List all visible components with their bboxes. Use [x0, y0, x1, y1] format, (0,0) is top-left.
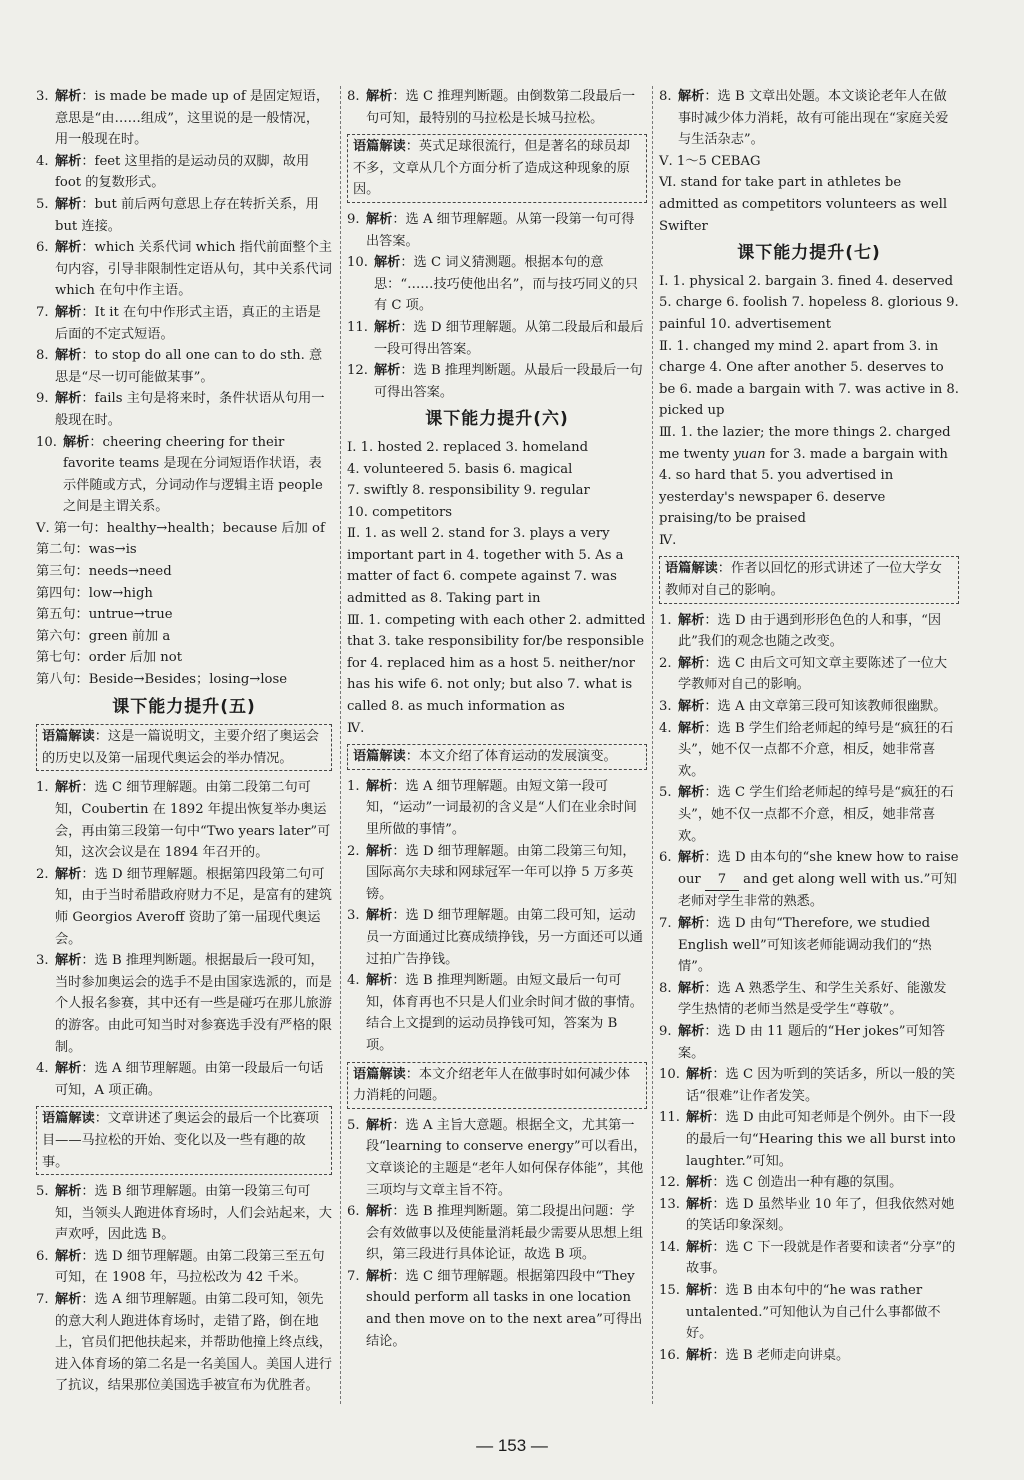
- item-text: ：选 A 熟悉学生、和学生关系好、能激发学生热情的老师当然是受学生“尊敬”。: [678, 980, 947, 1018]
- box-label: 语篇解读: [353, 139, 406, 155]
- item-number: 5.: [36, 1184, 49, 1200]
- box-text: ：本文介绍老年人在做事时如何减少体力消耗的问题。: [353, 1066, 630, 1104]
- item-number: 7.: [36, 304, 49, 320]
- item-label: 解析: [686, 1110, 713, 1126]
- answer-item: [36, 151, 332, 194]
- item-text: ：which 关系代词 which 指代前面整个主句内容，引导非限制性定语从句，其中关系代词 which 在句中作主语。: [55, 240, 332, 299]
- item-number: 9.: [659, 1023, 672, 1039]
- item-number: 12.: [347, 363, 368, 379]
- column-3: [659, 86, 959, 1366]
- item-number: 8.: [347, 89, 360, 104]
- answer-item: [36, 237, 332, 302]
- box-text: ：英式足球很流行，但是著名的球员却不多，文章从几个方面分析了造成这种现象的原因。: [353, 139, 630, 198]
- answer-line: 第三句：needs→need: [36, 564, 172, 580]
- answer-line: Ⅵ. stand for take part in athletes be admitted as competitors volunteers as well Swifter: [659, 175, 948, 234]
- answer-item: [659, 978, 959, 1021]
- answer-item: [36, 777, 332, 863]
- answer-item: [347, 86, 647, 129]
- item-label: 解析: [55, 1061, 82, 1077]
- answer-line: Ⅴ. 1～5 CEBAG: [659, 153, 761, 169]
- item-label: 解析: [55, 153, 82, 169]
- answer-item: [36, 1058, 332, 1101]
- box-label: 语篇解读: [353, 749, 406, 765]
- item-text: ：选 C 创造出一种有趣的氛围。: [712, 1175, 903, 1191]
- answer-line: Ⅳ.: [347, 720, 365, 736]
- answer-item: [36, 1246, 332, 1289]
- answer-item: [347, 1115, 647, 1201]
- item-label: 解析: [686, 1347, 713, 1363]
- answer-item: [347, 360, 647, 403]
- item-text: ：but 前后两句意思上存在转折关系，用 but 连接。: [55, 196, 319, 234]
- item-text: ：选 D 细节理解题。根据第四段第二句可知，由于当时希腊政府财力不足，是富有的建筑师 Georgios Averoff 资助了第一届现代奥运会。: [55, 866, 332, 947]
- item-number: 3.: [659, 699, 672, 715]
- answer-item: [659, 1107, 959, 1172]
- item-number: 6.: [347, 1204, 360, 1220]
- item-number: 4.: [347, 973, 360, 989]
- item-text: ：选 B 推理判断题。由短文最后一句可知，体育再也不只是人们业余时间才做的事情。结合上文提到的运动员挣钱可知，答案为 B 项。: [366, 973, 643, 1053]
- answer-item: [659, 86, 959, 151]
- item-label: 解析: [678, 850, 705, 866]
- answer-line: 7. swiftly 8. responsibility 9. regular: [347, 483, 590, 499]
- passage-summary-box: [659, 556, 959, 603]
- answer-line: Ⅰ. 1. hosted 2. replaced 3. homeland: [347, 439, 589, 455]
- answer-item: [659, 1280, 959, 1345]
- answer-item: [659, 718, 959, 783]
- item-text: ：选 C 由后文可知文章主要陈述了一位大学教师对自己的影响。: [678, 655, 948, 693]
- answer-item: [347, 841, 647, 906]
- item-label: 解析: [55, 953, 82, 969]
- item-text: ：选 D 虽然毕业 10 年了，但我依然对她的笑话印象深刻。: [686, 1196, 955, 1234]
- item-label: 解析: [366, 778, 393, 794]
- item-text: ：选 D 由本句的“she knew how to raise our: [678, 850, 959, 887]
- item-number: 1.: [36, 780, 49, 796]
- answer-line: 第二句：was→is: [36, 542, 137, 558]
- answer-line: 第五句：untrue→true: [36, 607, 173, 623]
- answer-line: Ⅱ. 1. changed my mind 2. apart from 3. in charge 4. One after another 5. deserves to be 6. made a bargain with 7. was active in 8. picked up: [659, 338, 959, 419]
- item-number: 2.: [347, 843, 360, 859]
- box-label: 语篇解读: [42, 1111, 95, 1127]
- answer-item: [36, 302, 332, 345]
- answer-item: [659, 847, 959, 913]
- item-text: ：选 D 细节理解题。由第二段可知，运动员一方面通过比赛成绩挣钱，另一方面还可以通过拍广告挣钱。: [366, 908, 643, 967]
- item-label: 解析: [55, 89, 82, 104]
- item-label: 解析: [686, 1175, 713, 1191]
- answer-item: [36, 1181, 332, 1246]
- passage-summary-box: [347, 744, 647, 770]
- item-text: ：It it 在句中作形式主语，真正的主语是后面的不定式短语。: [55, 304, 321, 342]
- blank-number: 7: [705, 869, 739, 892]
- item-label: 解析: [686, 1239, 713, 1255]
- item-label: 解析: [678, 612, 705, 628]
- item-label: 解析: [678, 1023, 705, 1039]
- item-number: 6.: [659, 850, 672, 866]
- answer-line: Ⅲ. 1. competing with each other 2. admitted that 3. take responsibility for/be responsible for 4. replaced him as a host 5. neither/nor has his wife 6. not only; but also 7. what is called 8. as much information as: [347, 612, 646, 715]
- answer-line: Ⅱ. 1. as well 2. stand for 3. plays a very important part in 4. together with 5. As a matter of fact 6. compete against 7. was admitted as 8. Taking part in: [347, 526, 624, 607]
- item-text: and get along well with us.”可知老师对学生非常的熟悉。: [678, 871, 957, 910]
- answer-line: 第六句：green 前加 a: [36, 628, 171, 644]
- item-label: 解析: [366, 843, 393, 859]
- answer-line: 4. volunteered 5. basis 6. magical: [347, 461, 573, 477]
- item-text: ：选 B 老师走向讲桌。: [712, 1347, 850, 1363]
- item-text: ：选 B 由本句中的“he was rather untalented.”可知他认为自己什么事都做不好。: [686, 1283, 941, 1342]
- item-label: 解析: [678, 89, 705, 104]
- item-text: ：选 B 推理判断题。根据最后一段可知，当时参加奥运会的选手不是由国家选派的，而是个人报名参赛，其中还有一些是碰巧在那儿旅游的游客。由此可知当时对参赛选手没有严格的限制。: [55, 953, 332, 1055]
- item-label: 解析: [686, 1283, 713, 1299]
- answer-text-italic: yuan: [733, 446, 766, 462]
- item-label: 解析: [374, 363, 401, 379]
- item-label: 解析: [678, 699, 705, 715]
- answer-item: [36, 194, 332, 237]
- item-number: 5.: [36, 196, 49, 212]
- box-text: ：本文介绍了体育运动的发展演变。: [405, 749, 617, 765]
- item-number: 15.: [659, 1283, 680, 1299]
- item-text: ：选 A 细节理解题。由第二段可知，领先的意大利人跑进体育场时，走错了路，倒在地上，官员们把他扶起来，并帮助他撞上终点线，进入体育场的第二名是一名美国人。美国人进行了抗议，结果那位美国选手被宣布为优胜者。: [55, 1292, 332, 1394]
- answer-item: [36, 950, 332, 1058]
- box-label: 语篇解读: [42, 729, 95, 745]
- answer-line: Ⅰ. 1. physical 2. bargain 3. fined 4. deserved 5. charge 6. foolish 7. hopeless 8. glorious 9. painful 10. advertisement: [659, 273, 959, 332]
- item-text: ：选 B 推理判断题。从最后一段最后一句可得出答案。: [374, 363, 643, 400]
- box-label: 语篇解读: [353, 1066, 406, 1082]
- column-1: [36, 86, 332, 1397]
- box-text: ：文章讲述了奥运会的最后一个比赛项目——马拉松的开始、变化以及一些有趣的故事。: [42, 1111, 319, 1170]
- item-number: 8.: [659, 89, 672, 104]
- answer-item: [347, 1266, 647, 1352]
- passage-summary-box: [36, 1106, 332, 1175]
- answer-item: [347, 776, 647, 841]
- item-number: 16.: [659, 1347, 680, 1363]
- item-number: 10.: [659, 1067, 680, 1083]
- item-number: 8.: [659, 980, 672, 996]
- answer-item: [659, 1064, 959, 1107]
- item-label: 解析: [374, 255, 401, 271]
- item-label: 解析: [55, 391, 82, 407]
- item-label: 解析: [366, 1117, 393, 1133]
- answer-text: for 3. made a bargain with 4. so hard that 5. you advertised in yesterday's newspaper 6. deserve praising/to be praised: [659, 446, 948, 527]
- item-label: 解析: [55, 1292, 82, 1308]
- item-text: ：feet 这里指的是运动员的双脚，故用 foot 的复数形式。: [55, 153, 310, 191]
- item-label: 解析: [366, 973, 393, 989]
- answer-item: [659, 610, 959, 653]
- item-label: 解析: [686, 1196, 713, 1212]
- item-text: ：选 B 文章出处题。本文谈论老年人在做事时减少体力消耗，故有可能出现在“家庭关爱与生活杂志”。: [678, 89, 949, 148]
- item-label: 解析: [686, 1067, 713, 1083]
- column-2: [347, 86, 647, 1352]
- item-label: 解析: [366, 908, 393, 924]
- item-text: ：选 D 细节理解题。由第二段第三至五句可知，在 1908 年，马拉松改为 42 千米。: [55, 1248, 325, 1286]
- item-number: 10.: [36, 434, 57, 450]
- answer-line: Ⅳ.: [659, 532, 677, 548]
- item-label: 解析: [678, 720, 705, 736]
- answer-item: [347, 1201, 647, 1266]
- item-label: 解析: [678, 915, 705, 931]
- item-label: 解析: [366, 211, 393, 227]
- item-number: 10.: [347, 255, 368, 271]
- answer-item: [659, 782, 959, 847]
- item-text: ：选 C 细节理解题。由第二段第二句可知，Coubertin 在 1892 年提出恢复举办奥运会，再由第三段第一句中“Two years later”可知，这次会议是在 1894 年召开的。: [55, 780, 331, 861]
- item-number: 3.: [347, 908, 360, 924]
- answer-item: [36, 864, 332, 950]
- item-number: 14.: [659, 1239, 680, 1255]
- item-number: 1.: [659, 612, 672, 628]
- item-text: ：选 C 下一段就是作者要和读者“分享”的故事。: [686, 1239, 956, 1277]
- column-divider: [340, 86, 341, 1404]
- item-text: ：选 D 由于遇到形形色色的人和事，“因此”我们的观念也随之改变。: [678, 612, 942, 650]
- item-text: ：fails 主句是将来时，条件状语从句用一般现在时。: [55, 391, 325, 428]
- item-text: ：选 B 推理判断题。第二段提出问题：学会有效做事以及使能量消耗最少需要从思想上组织，第三段进行具体论证，故选 B 项。: [366, 1204, 643, 1263]
- passage-summary-box: [347, 1062, 647, 1109]
- answer-item: [659, 696, 959, 718]
- item-text: ：cheering cheering for their favorite teams 是现在分词短语作状语，表示伴随或方式，分词动作与逻辑主语 people 之间是主谓关系。: [63, 434, 323, 515]
- answer-item: [36, 345, 332, 388]
- box-label: 语篇解读: [665, 561, 718, 577]
- item-label: 解析: [678, 980, 705, 996]
- answer-item: [36, 432, 332, 518]
- section-heading: 课下能力提升(六): [425, 409, 569, 430]
- item-number: 4.: [659, 720, 672, 736]
- item-number: 13.: [659, 1196, 680, 1212]
- answer-line: 10. competitors: [347, 504, 453, 520]
- item-number: 4.: [36, 153, 49, 169]
- answer-line: [659, 422, 959, 530]
- item-number: 2.: [36, 866, 49, 882]
- item-label: 解析: [55, 304, 82, 320]
- item-number: 2.: [659, 655, 672, 671]
- item-text: ：选 A 细节理解题。从第一段第一句可得出答案。: [366, 211, 635, 249]
- item-text: ：选 C 细节理解题。根据第四段中“They should perform all tasks in one location and then move on to the next area”可得出结论。: [366, 1268, 643, 1349]
- answer-item: [36, 86, 332, 151]
- item-text: ：选 C 推理判断题。由倒数第二段最后一句可知，最特别的马拉松是长城马拉松。: [366, 89, 636, 126]
- item-number: 7.: [659, 915, 672, 931]
- item-text: ：选 D 由此可知老师是个例外。由下一段的最后一句“Hearing this we all burst into laughter.”可知。: [686, 1110, 956, 1169]
- answer-line: 第八句：Beside→Besides；losing→lose: [36, 672, 288, 688]
- item-label: 解析: [55, 240, 82, 256]
- item-text: ：选 D 由 11 题后的“Her jokes”可知答案。: [678, 1023, 946, 1061]
- item-label: 解析: [55, 780, 82, 796]
- item-number: 4.: [36, 1061, 49, 1077]
- item-label: 解析: [678, 655, 705, 671]
- answer-item: [659, 1194, 959, 1237]
- answer-item: [659, 653, 959, 696]
- answer-item: [659, 913, 959, 978]
- item-text: ：选 C 词义猜测题。根据本句的意思：“……技巧使他出名”，而与技巧同义的只有 C 项。: [374, 255, 639, 314]
- item-label: 解析: [366, 1268, 393, 1284]
- item-label: 解析: [374, 319, 401, 335]
- item-number: 5.: [347, 1117, 360, 1133]
- item-label: 解析: [366, 89, 393, 104]
- answer-item: [36, 1289, 332, 1397]
- answer-item: [659, 1237, 959, 1280]
- item-label: 解析: [55, 1184, 82, 1200]
- item-number: 9.: [347, 211, 360, 227]
- item-label: 解析: [366, 1204, 393, 1220]
- answer-line: 第七句：order 后加 not: [36, 650, 183, 666]
- answer-text: Ⅲ. 1. the lazier; the more things 2. charged me twenty: [659, 424, 951, 462]
- page-number: — 153 —: [476, 1436, 548, 1455]
- item-label: 解析: [55, 348, 82, 364]
- item-text: ：is made be made up of 是固定短语，意思是“由……组成”，这里说的是一般情况，用一般现在时。: [55, 89, 330, 148]
- item-number: 5.: [659, 785, 672, 801]
- item-text: ：选 D 由句“Therefore, we studied English well”可知该老师能调动我们的“热情”。: [678, 915, 932, 975]
- item-text: ：选 A 主旨大意题。根据全文，尤其第一段“learning to conserve energy”可以看出，文章谈论的主题是“老年人如何保存体能”，其他三项均与文章主旨不符。: [366, 1117, 647, 1198]
- answer-item: [347, 317, 647, 360]
- item-number: 8.: [36, 348, 49, 364]
- item-label: 解析: [63, 434, 90, 450]
- passage-summary-box: [347, 134, 647, 203]
- section-heading: 课下能力提升(七): [737, 243, 881, 264]
- item-number: 1.: [347, 778, 360, 794]
- item-text: ：to stop do all one can to do sth. 意思是“尽一切可能做某事”。: [55, 348, 323, 385]
- box-text: ：这是一篇说明文，主要介绍了奥运会的历史以及第一届现代奥运会的举办情况。: [42, 729, 319, 766]
- answer-item: [347, 209, 647, 252]
- item-label: 解析: [55, 1248, 82, 1264]
- passage-summary-box: [36, 724, 332, 771]
- answer-item: [659, 1172, 959, 1194]
- item-label: 解析: [55, 196, 82, 212]
- answer-item: [347, 252, 647, 317]
- item-number: 3.: [36, 953, 49, 969]
- item-number: 6.: [36, 1248, 49, 1264]
- answer-item: [36, 388, 332, 431]
- answer-item: [347, 970, 647, 1056]
- answer-item: [659, 1345, 959, 1367]
- item-number: 3.: [36, 89, 49, 104]
- item-text: ：选 A 由文章第三段可知该教师很幽默。: [704, 699, 947, 715]
- item-text: ：选 D 细节理解题。从第二段最后和最后一段可得出答案。: [374, 319, 644, 357]
- answer-line: 第四句：low→high: [36, 585, 153, 601]
- answer-item: [347, 905, 647, 970]
- column-divider: [652, 86, 653, 1404]
- item-number: 12.: [659, 1175, 680, 1191]
- section-heading: 课下能力提升(五): [112, 696, 256, 717]
- answer-line: Ⅴ. 第一句：healthy→health；because 后加 of: [36, 520, 325, 536]
- item-text: ：选 C 学生们给老师起的绰号是“疯狂的石头”，她不仅一点都不介意，相反，她非常喜欢。: [678, 785, 954, 844]
- item-text: ：选 B 细节理解题。由第一段第三句可知，当领头人跑进体育场时，人们会站起来，大声欢呼，因此选 B。: [55, 1184, 332, 1243]
- item-number: 7.: [36, 1292, 49, 1308]
- item-text: ：选 A 细节理解题。由短文第一段可知，“运动”一词最初的含义是“人们在业余时间里所做的事情”。: [366, 778, 637, 837]
- item-label: 解析: [55, 866, 82, 882]
- item-text: ：选 C 因为听到的笑话多，所以一般的笑话“很难”让作者发笑。: [686, 1067, 956, 1104]
- item-text: ：选 D 细节理解题。由第二段第三句知，国际高尔夫球和网球冠军一年可以挣 5 万多英镑。: [366, 843, 636, 902]
- item-number: 7.: [347, 1268, 360, 1284]
- item-number: 11.: [347, 319, 368, 335]
- item-text: ：选 B 学生们给老师起的绰号是“疯狂的石头”，她不仅一点都不介意，相反，她非常喜欢。: [678, 720, 954, 779]
- item-number: 11.: [659, 1110, 680, 1126]
- item-label: 解析: [678, 785, 705, 801]
- item-number: 6.: [36, 240, 49, 256]
- box-text: ：作者以回忆的形式讲述了一位大学女教师对自己的影响。: [665, 561, 942, 599]
- answer-item: [659, 1021, 959, 1064]
- item-number: 9.: [36, 391, 49, 407]
- item-text: ：选 A 细节理解题。由第一段最后一句话可知，A 项正确。: [55, 1061, 324, 1098]
